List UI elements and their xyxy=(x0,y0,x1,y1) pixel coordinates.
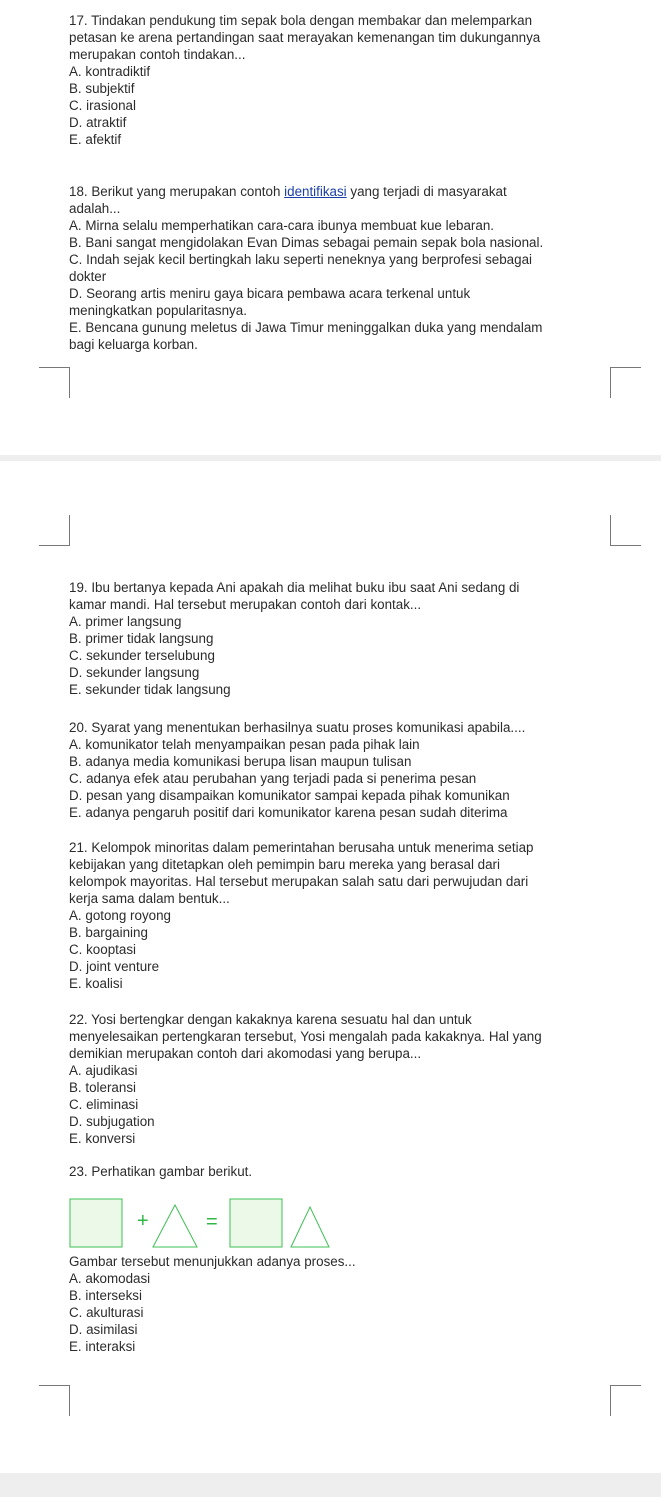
question-text: 23. Perhatikan gambar berikut. xyxy=(69,1164,253,1179)
answer-option: E. konversi xyxy=(69,1131,136,1146)
figure-caption: Gambar tersebut menunjukkan adanya proses... xyxy=(69,1254,356,1269)
question-text: petasan ke arena pertandingan saat merayakan kemenangan tim dukungannya xyxy=(69,30,541,45)
answer-option: A. gotong royong xyxy=(69,908,171,923)
question-23-figure xyxy=(69,1197,339,1249)
answer-option: E. koalisi xyxy=(69,976,123,991)
question-text: merupakan contoh tindakan... xyxy=(69,47,246,62)
margin-corner-mark xyxy=(39,515,70,546)
answer-option: C. Indah sejak kecil bertingkah laku seperti neneknya yang berprofesi sebagai xyxy=(69,252,533,267)
answer-option: C. adanya efek atau perubahan yang terjadi pada si penerima pesan xyxy=(69,771,477,786)
plus-sign: + xyxy=(137,1210,149,1232)
square-shape xyxy=(70,1199,122,1247)
question-21 xyxy=(69,839,609,992)
answer-option: A. Mirna selalu memperhatikan cara-cara ibunya membuat kue lebaran. xyxy=(69,218,494,233)
page-break xyxy=(0,1473,661,1497)
answer-option: D. joint venture xyxy=(69,959,160,974)
question-text: kelompok mayoritas. Hal tersebut merupakan salah satu dari perwujudan dari xyxy=(69,874,529,889)
answer-option: B. Bani sangat mengidolakan Evan Dimas sebagai pemain sepak bola nasional. xyxy=(69,235,544,250)
answer-option: E. adanya pengaruh positif dari komunikator karena pesan sudah diterima xyxy=(69,805,508,820)
answer-option: E. Bencana gunung meletus di Jawa Timur meninggalkan duka yang mendalam xyxy=(69,320,543,335)
answer-option: C. akulturasi xyxy=(69,1305,144,1320)
question-text: 21. Kelompok minoritas dalam pemerintahan berusaha untuk menerima setiap xyxy=(69,840,534,855)
answer-option: E. interaksi xyxy=(69,1339,136,1354)
question-text: adalah... xyxy=(69,201,121,216)
question-text: menyelesaikan pertengkaran tersebut, Yosi mengalah pada kakaknya. Hal yang xyxy=(69,1029,542,1044)
answer-option: A. akomodasi xyxy=(69,1271,151,1286)
answer-option: D. asimilasi xyxy=(69,1322,138,1337)
triangle-shape xyxy=(153,1205,197,1247)
question-text: kerja sama dalam bentuk... xyxy=(69,891,230,906)
square-shape xyxy=(230,1199,282,1247)
answer-option: C. irasional xyxy=(69,98,136,113)
answer-option: meningkatkan popularitasnya. xyxy=(69,303,247,318)
question-text: kamar mandi. Hal tersebut merupakan contoh dari kontak... xyxy=(69,597,422,612)
margin-corner-mark xyxy=(610,367,641,398)
question-text-part: 18. Berikut yang merupakan contoh xyxy=(69,184,285,199)
answer-option: B. interseksi xyxy=(69,1288,142,1303)
answer-option: A. primer langsung xyxy=(69,614,182,629)
answer-option: D. sekunder langsung xyxy=(69,665,200,680)
question-text xyxy=(69,183,609,200)
question-18 xyxy=(69,183,609,353)
answer-option: B. subjektif xyxy=(69,81,135,96)
answer-option: dokter xyxy=(69,269,107,284)
margin-corner-mark xyxy=(39,1385,70,1416)
question-text: 20. Syarat yang menentukan berhasilnya suatu proses komunikasi apabila.... xyxy=(69,720,526,735)
question-text: 17. Tindakan pendukung tim sepak bola dengan membakar dan melemparkan xyxy=(69,13,533,28)
answer-option: D. Seorang artis meniru gaya bicara pembawa acara terkenal untuk xyxy=(69,286,471,301)
answer-option: C. sekunder terselubung xyxy=(69,648,215,663)
question-23 xyxy=(69,1163,609,1180)
answer-option: A. kontradiktif xyxy=(69,64,151,79)
question-text: kebijakan yang ditetapkan oleh pemimpin baru mereka yang berasal dari xyxy=(69,857,500,872)
question-19 xyxy=(69,579,609,698)
margin-corner-mark xyxy=(610,1385,641,1416)
margin-corner-mark xyxy=(610,515,641,546)
identifikasi-link[interactable]: identifikasi xyxy=(284,184,347,199)
answer-option: E. sekunder tidak langsung xyxy=(69,682,231,697)
margin-corner-mark xyxy=(39,367,70,398)
answer-option: A. ajudikasi xyxy=(69,1063,138,1078)
question-20 xyxy=(69,719,609,821)
question-text-part: yang terjadi di masyarakat xyxy=(346,184,507,199)
question-23-answers xyxy=(69,1253,609,1355)
question-17 xyxy=(69,12,609,148)
answer-option: B. primer tidak langsung xyxy=(69,631,214,646)
answer-option: B. toleransi xyxy=(69,1080,136,1095)
answer-option: D. pesan yang disampaikan komunikator sampai kepada pihak komunikan xyxy=(69,788,510,803)
question-text: demikian merupakan contoh dari akomodasi yang berupa... xyxy=(69,1046,422,1061)
answer-option: A. komunikator telah menyampaikan pesan pada pihak lain xyxy=(69,737,420,752)
answer-option: E. afektif xyxy=(69,132,122,147)
answer-option: B. bargaining xyxy=(69,925,148,940)
question-22 xyxy=(69,1011,609,1147)
answer-option: C. kooptasi xyxy=(69,942,136,957)
triangle-shape xyxy=(291,1207,329,1247)
answer-option: D. atraktif xyxy=(69,115,127,130)
equals-sign: = xyxy=(206,1211,218,1233)
question-text: 19. Ibu bertanya kepada Ani apakah dia melihat buku ibu saat Ani sedang di xyxy=(69,580,520,595)
question-text: 22. Yosi bertengkar dengan kakaknya karena sesuatu hal dan untuk xyxy=(69,1012,472,1027)
answer-option: B. adanya media komunikasi berupa lisan maupun tulisan xyxy=(69,754,412,769)
answer-option: bagi keluarga korban. xyxy=(69,337,198,352)
answer-option: C. eliminasi xyxy=(69,1097,139,1112)
answer-option: D. subjugation xyxy=(69,1114,155,1129)
